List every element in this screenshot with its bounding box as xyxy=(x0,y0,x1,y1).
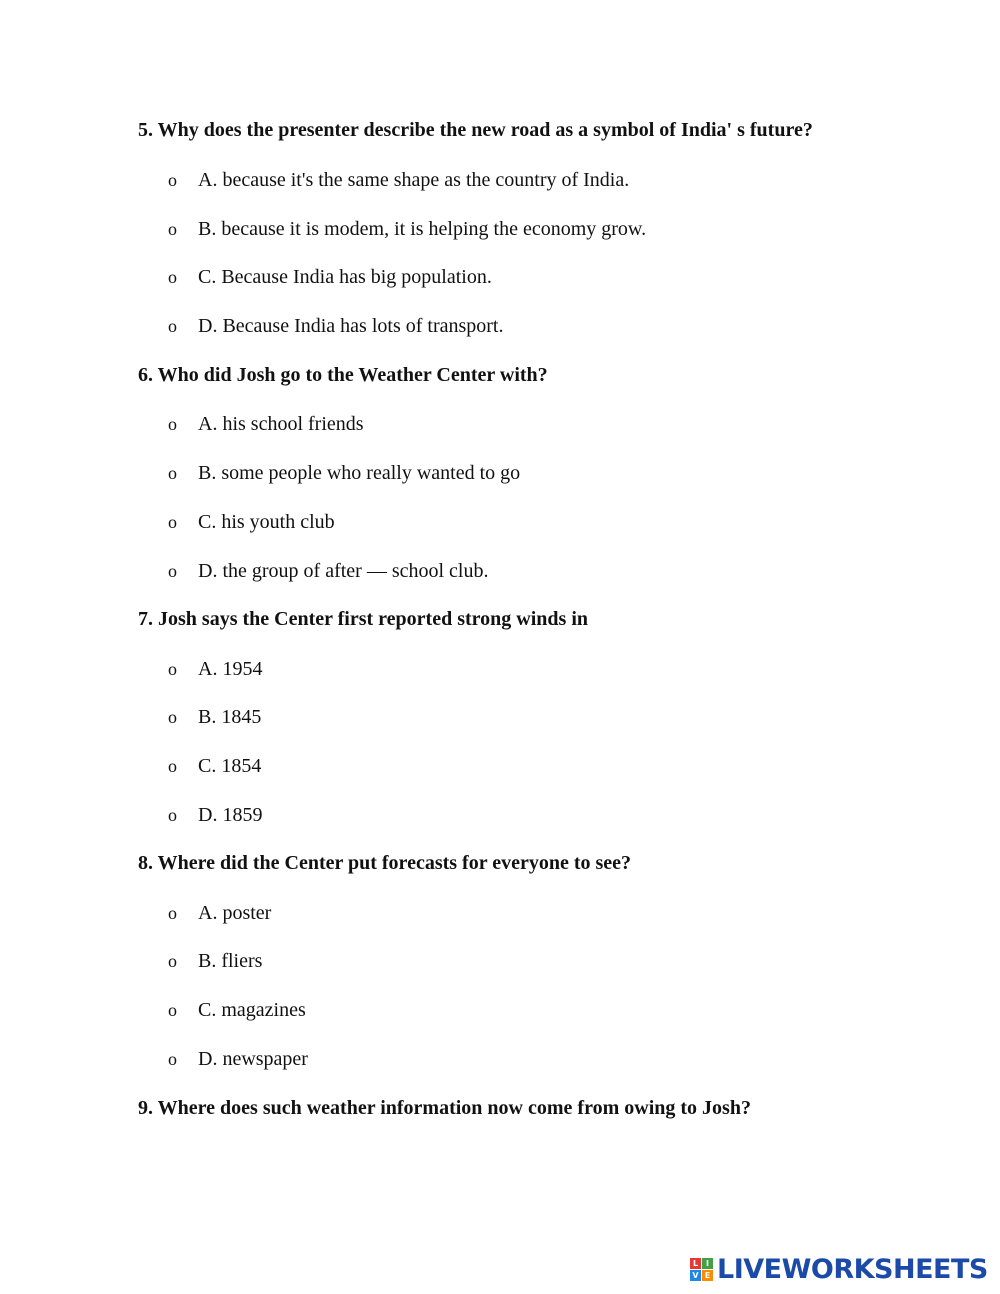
radio-bullet-icon: o xyxy=(168,805,177,825)
option-label: A. because it's the same shape as the country of India. xyxy=(198,169,630,191)
radio-bullet-icon: o xyxy=(168,659,177,679)
question-8: 8. Where did the Center put forecasts for everyone to see? xyxy=(138,852,632,874)
radio-bullet-icon: o xyxy=(168,414,177,434)
question-6-option-d[interactable] xyxy=(168,559,488,583)
question-6-option-b[interactable] xyxy=(168,461,520,485)
option-label: D. Because India has lots of transport. xyxy=(198,315,504,337)
radio-bullet-icon: o xyxy=(168,512,177,532)
radio-bullet-icon: o xyxy=(168,170,177,190)
question-7-option-d[interactable] xyxy=(168,803,262,827)
radio-bullet-icon: o xyxy=(168,561,177,581)
radio-bullet-icon: o xyxy=(168,463,177,483)
question-7-option-b[interactable] xyxy=(168,705,261,729)
question-7-option-c[interactable] xyxy=(168,754,261,778)
radio-bullet-icon: o xyxy=(168,756,177,776)
option-label: D. the group of after — school club. xyxy=(198,560,489,582)
option-label: B. 1845 xyxy=(198,706,262,728)
option-label: B. fliers xyxy=(198,950,263,972)
logo-mark-letter: E xyxy=(702,1270,713,1281)
option-label: C. Because India has big population. xyxy=(198,266,492,288)
logo-mark-icon xyxy=(690,1258,713,1281)
radio-bullet-icon: o xyxy=(168,219,177,239)
question-7: 7. Josh says the Center first reported strong winds in xyxy=(138,608,589,630)
logo-mark-letter: L xyxy=(690,1258,701,1269)
option-label: C. 1854 xyxy=(198,755,262,777)
question-8-option-c[interactable] xyxy=(168,998,306,1022)
logo-text: LIVEWORKSHEETS xyxy=(717,1253,988,1285)
question-5-option-c[interactable] xyxy=(168,265,492,289)
question-5-option-b[interactable] xyxy=(168,217,646,241)
question-5: 5. Why does the presenter describe the new road as a symbol of India' s future? xyxy=(138,119,813,141)
radio-bullet-icon: o xyxy=(168,951,177,971)
radio-bullet-icon: o xyxy=(168,903,177,923)
option-label: D. 1859 xyxy=(198,804,263,826)
logo-mark-letter: V xyxy=(690,1270,701,1281)
question-5-option-a[interactable] xyxy=(168,168,629,192)
liveworksheets-logo xyxy=(690,1252,988,1286)
question-8-option-a[interactable] xyxy=(168,901,271,925)
radio-bullet-icon: o xyxy=(168,316,177,336)
radio-bullet-icon: o xyxy=(168,1000,177,1020)
question-8-option-b[interactable] xyxy=(168,949,262,973)
radio-bullet-icon: o xyxy=(168,267,177,287)
question-7-option-a[interactable] xyxy=(168,657,262,681)
option-label: D. newspaper xyxy=(198,1048,308,1070)
option-label: B. because it is modem, it is helping the economy grow. xyxy=(198,218,647,240)
option-label: B. some people who really wanted to go xyxy=(198,462,521,484)
question-6: 6. Who did Josh go to the Weather Center with? xyxy=(138,364,548,386)
question-9: 9. Where does such weather information now come from owing to Josh? xyxy=(138,1097,751,1119)
option-label: C. magazines xyxy=(198,999,306,1021)
option-label: A. 1954 xyxy=(198,658,263,680)
option-label: A. his school friends xyxy=(198,413,364,435)
option-label: A. poster xyxy=(198,902,272,924)
logo-mark-letter: I xyxy=(702,1258,713,1269)
question-5-option-d[interactable] xyxy=(168,314,503,338)
question-6-option-c[interactable] xyxy=(168,510,335,534)
option-label: C. his youth club xyxy=(198,511,335,533)
radio-bullet-icon: o xyxy=(168,1049,177,1069)
radio-bullet-icon: o xyxy=(168,707,177,727)
question-8-option-d[interactable] xyxy=(168,1047,308,1071)
question-6-option-a[interactable] xyxy=(168,412,364,436)
